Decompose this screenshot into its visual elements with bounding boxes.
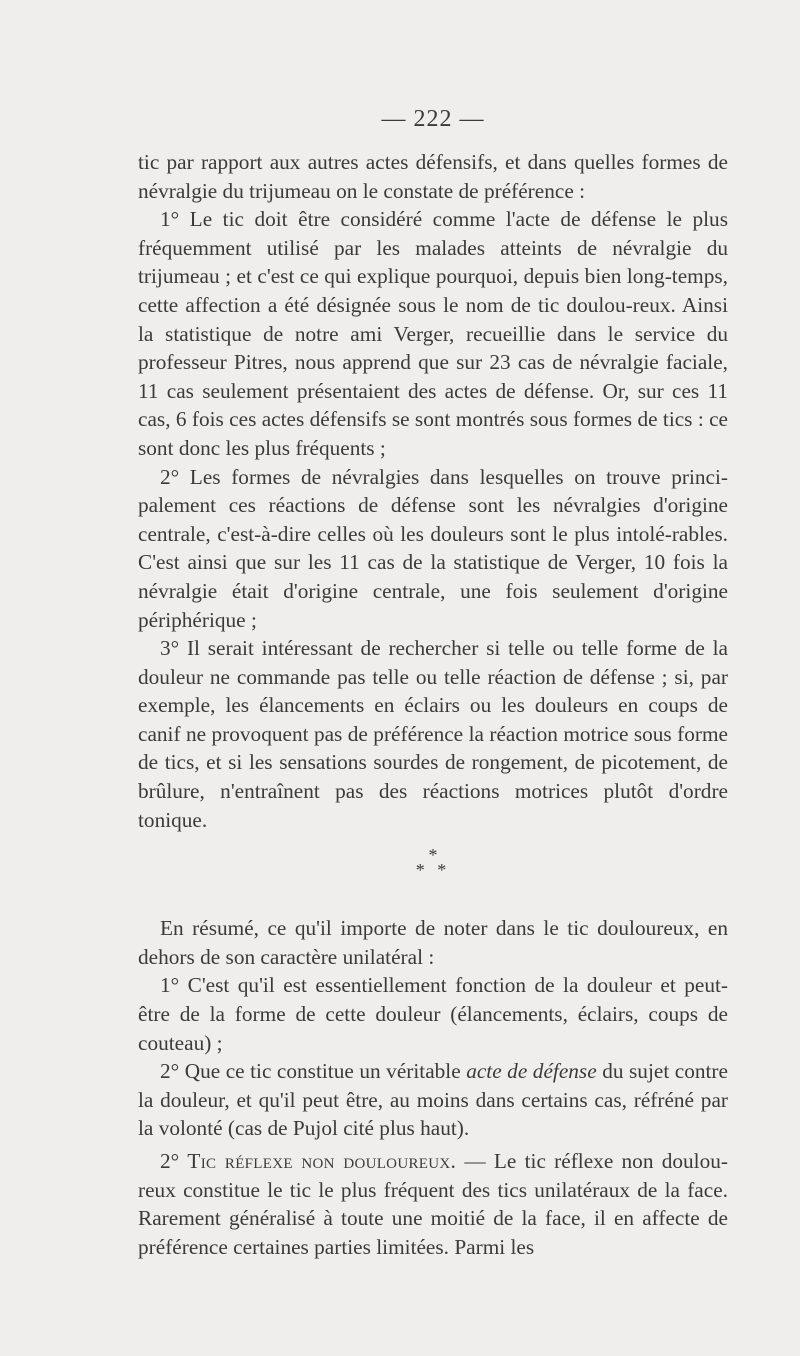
paragraph-summary-2: [138, 1057, 728, 1143]
separator-star-bottom: * *: [415, 860, 451, 881]
page-number: — 222 —: [381, 106, 485, 132]
paragraph-summary-1: 1° C'est qu'il est essentiellement fonction de la douleur et peut-être de la forme de cette douleur (élancements, éclairs, coups de couteau) ;: [138, 973, 728, 1055]
paragraph-section-2: [138, 1147, 728, 1261]
section-2-number: 2°: [160, 1149, 188, 1173]
section-2-body: — Le tic réflexe non doulou-reux constitue le tic le plus fréquent des tics unilatéraux de la face. Rarement généralisé à toute une moitié de la face, il en affecte de préférence certaines parties limitées. Parmi les: [138, 1149, 728, 1259]
section-2-heading: Tic réflexe non douloureux.: [187, 1149, 457, 1173]
paragraph-point-2: 2° Les formes de névralgies dans lesquelles on trouve princi-palement ces réactions de défense sont les névralgies d'origine centrale, c'est-à-dire celles où les douleurs sont le plus intolé-rables. C'est ainsi que sur les 11 cas de la statistique de Verger, 10 fois la névralgie était d'origine centrale, une fois seulement d'origine périphérique ;: [138, 464, 728, 632]
separator-star-top: *: [428, 845, 438, 866]
summary-2-start: 2° Que ce tic constitue un véritable: [160, 1059, 467, 1084]
paragraph-summary: En résumé, ce qu'il importe de noter dans le tic douloureux, en dehors de son caractère unilatéral :: [138, 916, 728, 969]
section-separator: [138, 845, 728, 881]
summary-2-italic: acte de défense: [466, 1059, 597, 1084]
paragraph-point-1: 1° Le tic doit être considéré comme l'acte de défense le plus fréquemment utilisé par les malades atteints de névralgie du trijumeau ; et c'est ce qui explique pourquoi, depuis bien long-temps, cette affection a été désignée sous le nom de tic doulou-reux. Ainsi la statistique de notre ami Verger, recueillie dans le service du professeur Pitres, nous apprend que sur 23 cas de névralgie faciale, 11 cas seulement présentaient des actes de défense. Or, sur ces 11 cas, 6 fois ces actes défensifs se sont montrés sous formes de tics : ce sont donc les plus fréquents ;: [138, 207, 728, 460]
paragraph-intro: tic par rapport aux autres actes défensifs, et dans quelles formes de névralgie du trijumeau on le constate de préférence :: [138, 150, 728, 203]
summary-2-end: du sujet contre la douleur, et qu'il peut être, au moins dans certains cas, réfréné par la volonté (cas de Pujol cité plus haut).: [138, 1059, 728, 1141]
book-page: [138, 100, 728, 1261]
paragraph-point-3: 3° Il serait intéressant de rechercher si telle ou telle forme de la douleur ne commande pas telle ou telle réaction de défense ; si, par exemple, les élancements en éclairs ou les douleurs en coups de canif ne provoquent pas de préférence la réaction motrice sous forme de tics, et si les sensations sourdes de rongement, de picotement, de brûlure, n'entraînent pas des réactions motrices plutôt d'ordre tonique.: [138, 636, 728, 832]
